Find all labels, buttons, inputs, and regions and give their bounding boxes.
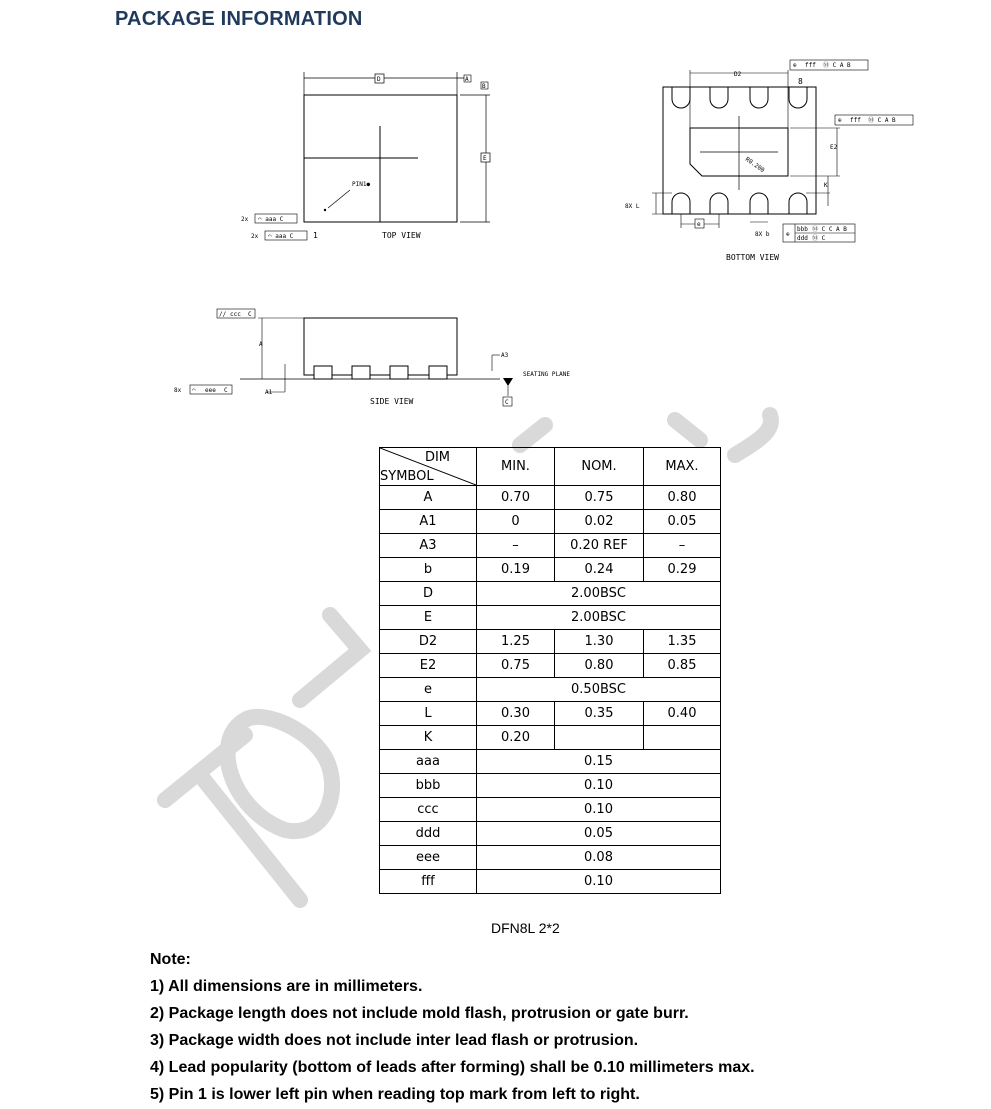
note-item: 1) All dimensions are in millimeters. [150, 978, 423, 995]
table-row [380, 750, 721, 774]
table-row [380, 774, 721, 798]
note-item: 5) Pin 1 is lower left pin when reading top mark from left to right. [150, 1086, 640, 1103]
svg-text:◠ aaa C: ◠ aaa C [268, 233, 294, 240]
value-cell: 0.08 [477, 846, 721, 870]
svg-text:◠: ◠ [192, 387, 196, 394]
table-row [380, 558, 721, 582]
symbol-cell: A1 [380, 510, 477, 534]
table-row [380, 798, 721, 822]
svg-text:Ⓜ C A B: Ⓜ C A B [823, 62, 851, 69]
dim-k-label: K [824, 182, 828, 189]
max-cell: 0.85 [644, 654, 721, 678]
table-row [380, 630, 721, 654]
svg-text:Ⓜ C A B: Ⓜ C A B [868, 117, 896, 124]
notes-section [150, 946, 755, 1108]
chamfer-label: R0.200 [743, 155, 766, 175]
top-view-label: TOP VIEW [382, 231, 421, 240]
dimension-table [379, 447, 721, 894]
nom-header: NOM. [555, 448, 644, 486]
nom-cell: 1.30 [555, 630, 644, 654]
symbol-cell: ccc [380, 798, 477, 822]
max-cell: 0.80 [644, 486, 721, 510]
svg-text:⊕: ⊕ [793, 62, 797, 69]
note-item: 4) Lead popularity (bottom of leads after forming) shall be 0.10 millimeters max. [150, 1059, 755, 1076]
table-header-row [380, 448, 721, 486]
table-row [380, 870, 721, 894]
dim-d2-label: D2 [734, 71, 742, 78]
nom-cell: 0.02 [555, 510, 644, 534]
symbol-cell: bbb [380, 774, 477, 798]
symbol-cell: A [380, 486, 477, 510]
symbol-cell: e [380, 678, 477, 702]
note-item: 2) Package length does not include mold flash, protrusion or gate burr. [150, 1005, 689, 1022]
nom-cell: 0.80 [555, 654, 644, 678]
symbol-cell: E [380, 606, 477, 630]
dim-d-label: D [377, 76, 381, 83]
fcf-fff-right: fff [850, 117, 861, 124]
symbol-cell: A3 [380, 534, 477, 558]
pin1-label: PIN1● [352, 181, 371, 188]
svg-text://: // [219, 311, 227, 318]
page-title: PACKAGE INFORMATION [115, 8, 363, 30]
max-cell: 0.05 [644, 510, 721, 534]
svg-text:⊕: ⊕ [786, 231, 790, 238]
dim-header: DIM [424, 450, 450, 465]
max-cell: 1.35 [644, 630, 721, 654]
symbol-cell: b [380, 558, 477, 582]
package-caption: DFN8L 2*2 [491, 920, 560, 936]
table-row [380, 606, 721, 630]
min-cell: 0.30 [477, 702, 555, 726]
table-row [380, 582, 721, 606]
symbol-cell: aaa [380, 750, 477, 774]
pin-1-number: 1 [313, 231, 318, 240]
eee-count: 8x [174, 387, 182, 394]
nom-cell [555, 726, 644, 750]
aaa-tol-1: 2x [241, 216, 249, 223]
symbol-cell: L [380, 702, 477, 726]
min-cell: 0.19 [477, 558, 555, 582]
dim-symbol-header [380, 448, 477, 486]
datum-b: B [482, 83, 486, 90]
dim-a-label: A [259, 341, 263, 348]
top-view [241, 72, 490, 240]
table-row [380, 678, 721, 702]
min-header: MIN. [477, 448, 555, 486]
max-cell: 0.40 [644, 702, 721, 726]
svg-text:⊕: ⊕ [838, 117, 842, 124]
dim-e2-label: E2 [830, 144, 838, 151]
dim-a1-label: A1 [265, 389, 273, 396]
table-row [380, 702, 721, 726]
min-cell: 1.25 [477, 630, 555, 654]
min-cell: 0.75 [477, 654, 555, 678]
table-row [380, 654, 721, 678]
note-item: 3) Package width does not include inter lead flash or protrusion. [150, 1032, 639, 1049]
table-row [380, 822, 721, 846]
symbol-header: SYMBOL [380, 469, 434, 484]
aaa-tol-2: 2x [251, 233, 259, 240]
value-cell: 0.50BSC [477, 678, 721, 702]
dim-l-label: 8X L [625, 203, 640, 210]
table-row [380, 510, 721, 534]
symbol-cell: E2 [380, 654, 477, 678]
dim-a3-label: A3 [501, 352, 509, 359]
svg-text:◠ aaa C: ◠ aaa C [258, 216, 284, 223]
fcf-bbb: bbb [797, 226, 808, 233]
dim-e-label: E [483, 155, 487, 162]
svg-text:Ⓜ C: Ⓜ C [812, 235, 826, 242]
table-row [380, 846, 721, 870]
table-row [380, 486, 721, 510]
dim-b-label: 8X b [755, 231, 770, 238]
nom-cell: 0.35 [555, 702, 644, 726]
table-row [380, 726, 721, 750]
value-cell: 0.10 [477, 870, 721, 894]
min-cell: 0 [477, 510, 555, 534]
tol-ccc: ccc [230, 311, 241, 318]
max-cell: 0.29 [644, 558, 721, 582]
bottom-view-label: BOTTOM VIEW [726, 253, 779, 262]
datum-c-3: C [505, 399, 509, 406]
value-cell: 2.00BSC [477, 582, 721, 606]
bottom-view [625, 60, 913, 262]
symbol-cell: fff [380, 870, 477, 894]
seating-plane-label: SEATING PLANE [523, 371, 570, 378]
symbol-cell: K [380, 726, 477, 750]
fcf-fff-top: fff [805, 62, 816, 69]
symbol-cell: ddd [380, 822, 477, 846]
value-cell: 0.10 [477, 774, 721, 798]
min-cell: – [477, 534, 555, 558]
fcf-ddd: ddd [797, 235, 808, 242]
side-view-label: SIDE VIEW [370, 397, 414, 406]
symbol-cell: D2 [380, 630, 477, 654]
table-row [380, 534, 721, 558]
tol-eee: eee [205, 387, 216, 394]
max-header: MAX. [644, 448, 721, 486]
datum-c-2: C [224, 387, 228, 394]
min-cell: 0.70 [477, 486, 555, 510]
value-cell: 0.10 [477, 798, 721, 822]
pin-8-number: 8 [798, 77, 803, 86]
value-cell: 0.05 [477, 822, 721, 846]
datum-a: A [465, 76, 469, 83]
min-cell: 0.20 [477, 726, 555, 750]
nom-cell: 0.24 [555, 558, 644, 582]
dim-pitch-label: e [697, 221, 701, 228]
nom-cell: 0.20 REF [555, 534, 644, 558]
value-cell: 0.15 [477, 750, 721, 774]
max-cell: – [644, 534, 721, 558]
nom-cell: 0.75 [555, 486, 644, 510]
datum-c-1: C [248, 311, 252, 318]
value-cell: 2.00BSC [477, 606, 721, 630]
svg-text:Ⓜ C C A B: Ⓜ C C A B [812, 226, 847, 233]
side-view [174, 309, 570, 406]
symbol-cell: D [380, 582, 477, 606]
max-cell [644, 726, 721, 750]
symbol-cell: eee [380, 846, 477, 870]
notes-heading: Note: [150, 951, 191, 968]
